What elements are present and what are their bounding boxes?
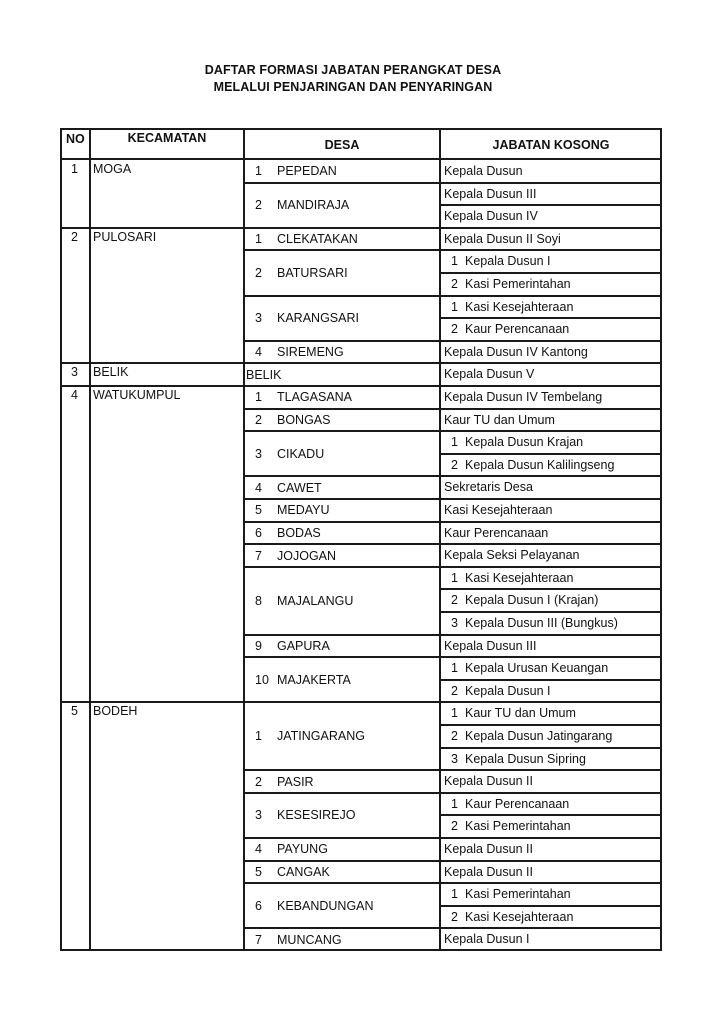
jabatan-label: Kepala Dusun — [444, 164, 523, 178]
jabatan-no: 2 — [451, 593, 458, 608]
desa-no: 1 — [255, 232, 262, 247]
desa-no: 6 — [255, 898, 262, 913]
desa-divider — [243, 521, 662, 523]
jabatan-no: 2 — [451, 909, 458, 924]
document-title-line-1: DAFTAR FORMASI JABATAN PERANGKAT DESA — [204, 63, 502, 77]
jabatan-cell — [441, 188, 536, 201]
desa-no: 7 — [255, 548, 262, 563]
desa-no: 2 — [255, 266, 262, 280]
desa-cell — [245, 550, 336, 563]
desa-cell — [245, 900, 374, 913]
desa-cell — [245, 165, 337, 178]
desa-divider — [243, 882, 662, 884]
desa-divider — [243, 634, 662, 636]
jabatan-divider — [440, 588, 662, 590]
jabatan-divider — [440, 905, 662, 907]
desa-no: 4 — [255, 480, 262, 495]
header-jabatan-kosong: JABATAN KOSONG — [492, 138, 610, 152]
desa-cell — [245, 199, 349, 212]
jabatan-no: 1 — [451, 796, 458, 811]
jabatan-cell — [441, 911, 573, 924]
desa-cell — [245, 640, 330, 653]
jabatan-no: 2 — [451, 322, 458, 337]
desa-cell — [245, 527, 321, 540]
desa-divider — [243, 543, 662, 545]
desa-name: MAJALANGU — [277, 593, 354, 608]
desa-divider — [243, 792, 662, 794]
kecamatan-no: 4 — [71, 388, 78, 402]
desa-cell — [245, 776, 314, 789]
document-title-line-2: MELALUI PENJARINGAN DAN PENYARINGAN — [213, 80, 493, 94]
jabatan-label: Kepala Dusun III — [444, 186, 537, 201]
jabatan-label: Kepala Dusun II — [444, 864, 533, 879]
desa-divider — [243, 498, 662, 500]
column-divider — [243, 128, 245, 951]
jabatan-label: Kepala Dusun III — [444, 638, 537, 653]
jabatan-label: Kepala Dusun I — [444, 932, 530, 947]
desa-no: 5 — [255, 864, 262, 879]
desa-no: 10 — [255, 672, 269, 687]
desa-divider — [243, 340, 662, 342]
jabatan-cell — [441, 255, 550, 268]
jabatan-no: 1 — [451, 254, 458, 269]
header-kecamatan: KECAMATAN — [127, 131, 207, 145]
jabatan-no: 1 — [451, 706, 458, 721]
jabatan-label: Kepala Dusun II Soyi — [444, 231, 561, 246]
desa-cell — [245, 391, 352, 404]
jabatan-cell — [441, 233, 561, 246]
jabatan-label: Kepala Dusun Krajan — [465, 435, 584, 450]
jabatan-cell — [441, 798, 569, 811]
kecamatan-no: 5 — [71, 704, 78, 719]
desa-cell — [245, 934, 342, 947]
jabatan-no: 2 — [451, 819, 458, 834]
desa-divider — [243, 927, 662, 929]
desa-no: 2 — [255, 198, 262, 213]
jabatan-label: Kasi Kesejahteraan — [465, 909, 574, 924]
desa-cell — [245, 346, 344, 359]
jabatan-label: Kepala Seksi Pelayanan — [444, 548, 580, 563]
jabatan-label: Sekretaris Desa — [444, 480, 533, 495]
desa-no: 1 — [255, 729, 262, 744]
jabatan-label: Kepala Dusun IV Kantong — [444, 344, 588, 359]
jabatan-cell — [441, 933, 529, 946]
formation-table — [60, 128, 662, 951]
desa-no: 3 — [255, 808, 262, 823]
desa-cell — [245, 414, 331, 427]
desa-divider — [243, 860, 662, 862]
desa-name: PEPEDAN — [277, 164, 337, 179]
desa-divider — [243, 475, 662, 477]
jabatan-no: 3 — [451, 751, 458, 766]
desa-no: 6 — [255, 525, 262, 540]
jabatan-divider — [440, 317, 662, 319]
jabatan-label: Kasi Kesejahteraan — [444, 503, 553, 517]
desa-no: 4 — [255, 842, 262, 857]
desa-divider — [243, 656, 662, 658]
jabatan-label: Kasi Pemerintahan — [465, 887, 571, 902]
desa-no: 3 — [255, 311, 262, 326]
jabatan-cell — [441, 527, 548, 540]
desa-cell — [245, 267, 348, 280]
desa-name: PASIR — [277, 774, 314, 789]
jabatan-label: Kasi Kesejahteraan — [465, 570, 574, 585]
jabatan-no: 2 — [451, 729, 458, 743]
header-desa: DESA — [324, 138, 360, 152]
jabatan-label: Kaur TU dan Umum — [465, 706, 576, 721]
desa-no: 3 — [255, 446, 262, 461]
desa-name: SIREMENG — [277, 345, 344, 360]
desa-divider — [243, 295, 662, 297]
jabatan-cell — [441, 820, 571, 833]
jabatan-cell — [441, 391, 602, 404]
jabatan-label: Kepala Dusun IV Tembelang — [444, 390, 603, 404]
jabatan-cell — [441, 301, 573, 314]
jabatan-label: Kasi Pemerintahan — [465, 819, 571, 834]
desa-cell — [245, 866, 330, 879]
jabatan-cell — [441, 549, 580, 562]
jabatan-cell — [441, 640, 536, 653]
desa-name: JATINGARANG — [277, 729, 365, 744]
desa-name: BODAS — [277, 525, 321, 540]
desa-name: MEDAYU — [277, 503, 330, 518]
desa-cell — [245, 843, 328, 856]
desa-name: KEBANDUNGAN — [277, 898, 374, 913]
kecamatan-name: BELIK — [93, 365, 129, 380]
jabatan-cell — [441, 866, 533, 879]
kecamatan-name: MOGA — [93, 162, 132, 176]
desa-divider — [243, 566, 662, 568]
desa-name: MAJAKERTA — [277, 672, 351, 687]
jabatan-label: Kepala Dusun II — [444, 842, 533, 856]
jabatan-cell — [441, 504, 552, 517]
desa-no: 8 — [255, 593, 262, 608]
desa-name: BONGAS — [277, 412, 331, 427]
desa-name: CAWET — [277, 480, 322, 495]
jabatan-divider — [440, 272, 662, 274]
kecamatan-divider — [60, 385, 662, 387]
jabatan-cell — [441, 685, 550, 698]
jabatan-divider — [440, 724, 662, 726]
desa-name: CIKADU — [277, 446, 325, 461]
jabatan-cell — [441, 346, 588, 359]
desa-name: MANDIRAJA — [277, 198, 350, 213]
jabatan-label: Kaur Perencanaan — [465, 796, 570, 811]
jabatan-label: Kepala Dusun Kalilingseng — [465, 457, 615, 472]
jabatan-cell — [441, 730, 612, 743]
jabatan-no: 2 — [451, 683, 458, 698]
desa-no: 7 — [255, 932, 262, 947]
desa-divider — [243, 430, 662, 432]
desa-cell — [246, 369, 281, 382]
header-divider — [60, 158, 662, 160]
jabatan-label: Kepala Dusun I — [465, 254, 551, 269]
desa-no: 2 — [255, 774, 262, 789]
jabatan-cell — [441, 368, 534, 381]
jabatan-cell — [441, 707, 576, 720]
jabatan-label: Kaur TU dan Umum — [444, 412, 555, 427]
jabatan-divider — [440, 679, 662, 681]
jabatan-cell — [441, 843, 533, 856]
desa-cell — [245, 448, 324, 461]
desa-no: 9 — [255, 638, 262, 653]
jabatan-divider — [440, 204, 662, 206]
desa-no: 5 — [255, 503, 262, 518]
jabatan-cell — [441, 662, 608, 675]
kecamatan-no: 1 — [71, 162, 78, 176]
jabatan-cell — [441, 436, 583, 449]
desa-divider — [243, 249, 662, 251]
desa-cell — [245, 482, 322, 495]
jabatan-label: Kaur Perencanaan — [444, 525, 549, 540]
desa-name: CANGAK — [277, 864, 330, 879]
jabatan-label: Kasi Pemerintahan — [465, 277, 571, 291]
jabatan-label: Kepala Dusun IV — [444, 209, 538, 224]
desa-divider — [243, 182, 662, 184]
header-no: NO — [66, 132, 85, 146]
desa-cell — [245, 595, 353, 608]
desa-name: KESESIREJO — [277, 808, 356, 823]
desa-divider — [243, 837, 662, 839]
jabatan-label: Kepala Dusun III (Bungkus) — [465, 616, 618, 630]
kecamatan-no: 3 — [71, 365, 78, 380]
jabatan-label: Kepala Dusun I — [465, 683, 551, 698]
desa-no: 1 — [255, 390, 262, 405]
jabatan-cell — [441, 594, 598, 607]
desa-name: MUNCANG — [277, 932, 342, 947]
kecamatan-name: BODEH — [93, 704, 138, 719]
jabatan-label: Kasi Kesejahteraan — [465, 299, 574, 314]
jabatan-cell — [441, 753, 586, 766]
jabatan-no: 2 — [451, 457, 458, 472]
jabatan-label: Kepala Dusun V — [444, 367, 535, 382]
jabatan-cell — [441, 165, 523, 178]
jabatan-no: 2 — [451, 277, 458, 291]
jabatan-divider — [440, 453, 662, 455]
desa-name: BATURSARI — [277, 266, 348, 280]
jabatan-no: 1 — [451, 299, 458, 314]
desa-no: 1 — [255, 164, 262, 179]
jabatan-no: 3 — [451, 616, 458, 630]
jabatan-cell — [441, 775, 533, 788]
jabatan-divider — [440, 611, 662, 613]
kecamatan-no: 2 — [71, 229, 78, 244]
jabatan-no: 1 — [451, 435, 458, 450]
table-border — [60, 128, 662, 951]
desa-divider — [243, 769, 662, 771]
desa-name: TLAGASANA — [277, 390, 353, 405]
desa-no: 2 — [255, 412, 262, 427]
jabatan-no: 1 — [451, 570, 458, 585]
desa-cell — [245, 233, 358, 246]
jabatan-label: Kepala Dusun I (Krajan) — [465, 593, 599, 608]
desa-cell — [245, 730, 365, 743]
kecamatan-divider — [60, 362, 662, 364]
jabatan-cell — [441, 617, 618, 630]
desa-no: 4 — [255, 345, 262, 360]
desa-cell — [245, 674, 351, 687]
kecamatan-name: PULOSARI — [93, 229, 157, 244]
jabatan-cell — [441, 278, 571, 291]
desa-name: JOJOGAN — [277, 548, 337, 563]
jabatan-label: Kaur Perencanaan — [465, 322, 570, 337]
column-divider — [89, 128, 91, 951]
jabatan-cell — [441, 888, 571, 901]
jabatan-cell — [441, 210, 538, 223]
desa-name: KARANGSARI — [277, 311, 359, 326]
desa-name: PAYUNG — [277, 842, 328, 857]
desa-divider — [243, 408, 662, 410]
desa-name: GAPURA — [277, 638, 330, 653]
jabatan-divider — [440, 814, 662, 816]
jabatan-cell — [441, 323, 569, 336]
jabatan-cell — [441, 481, 533, 494]
kecamatan-divider — [60, 227, 662, 229]
jabatan-cell — [441, 459, 614, 472]
desa-cell — [245, 312, 359, 325]
jabatan-divider — [440, 747, 662, 749]
jabatan-label: Kepala Dusun Jatingarang — [465, 729, 613, 743]
jabatan-no: 1 — [451, 661, 458, 676]
jabatan-cell — [441, 414, 555, 427]
jabatan-cell — [441, 572, 573, 585]
jabatan-label: Kepala Dusun Sipring — [465, 751, 586, 766]
jabatan-label: Kepala Urusan Keuangan — [465, 661, 609, 676]
desa-cell — [245, 504, 330, 517]
jabatan-no: 1 — [451, 887, 458, 902]
kecamatan-name: WATUKUMPUL — [93, 388, 181, 402]
jabatan-label: Kepala Dusun II — [444, 774, 533, 789]
kecamatan-divider — [60, 701, 662, 703]
desa-name: BELIK — [246, 367, 282, 382]
desa-name: CLEKATAKAN — [277, 232, 358, 247]
desa-cell — [245, 809, 356, 822]
